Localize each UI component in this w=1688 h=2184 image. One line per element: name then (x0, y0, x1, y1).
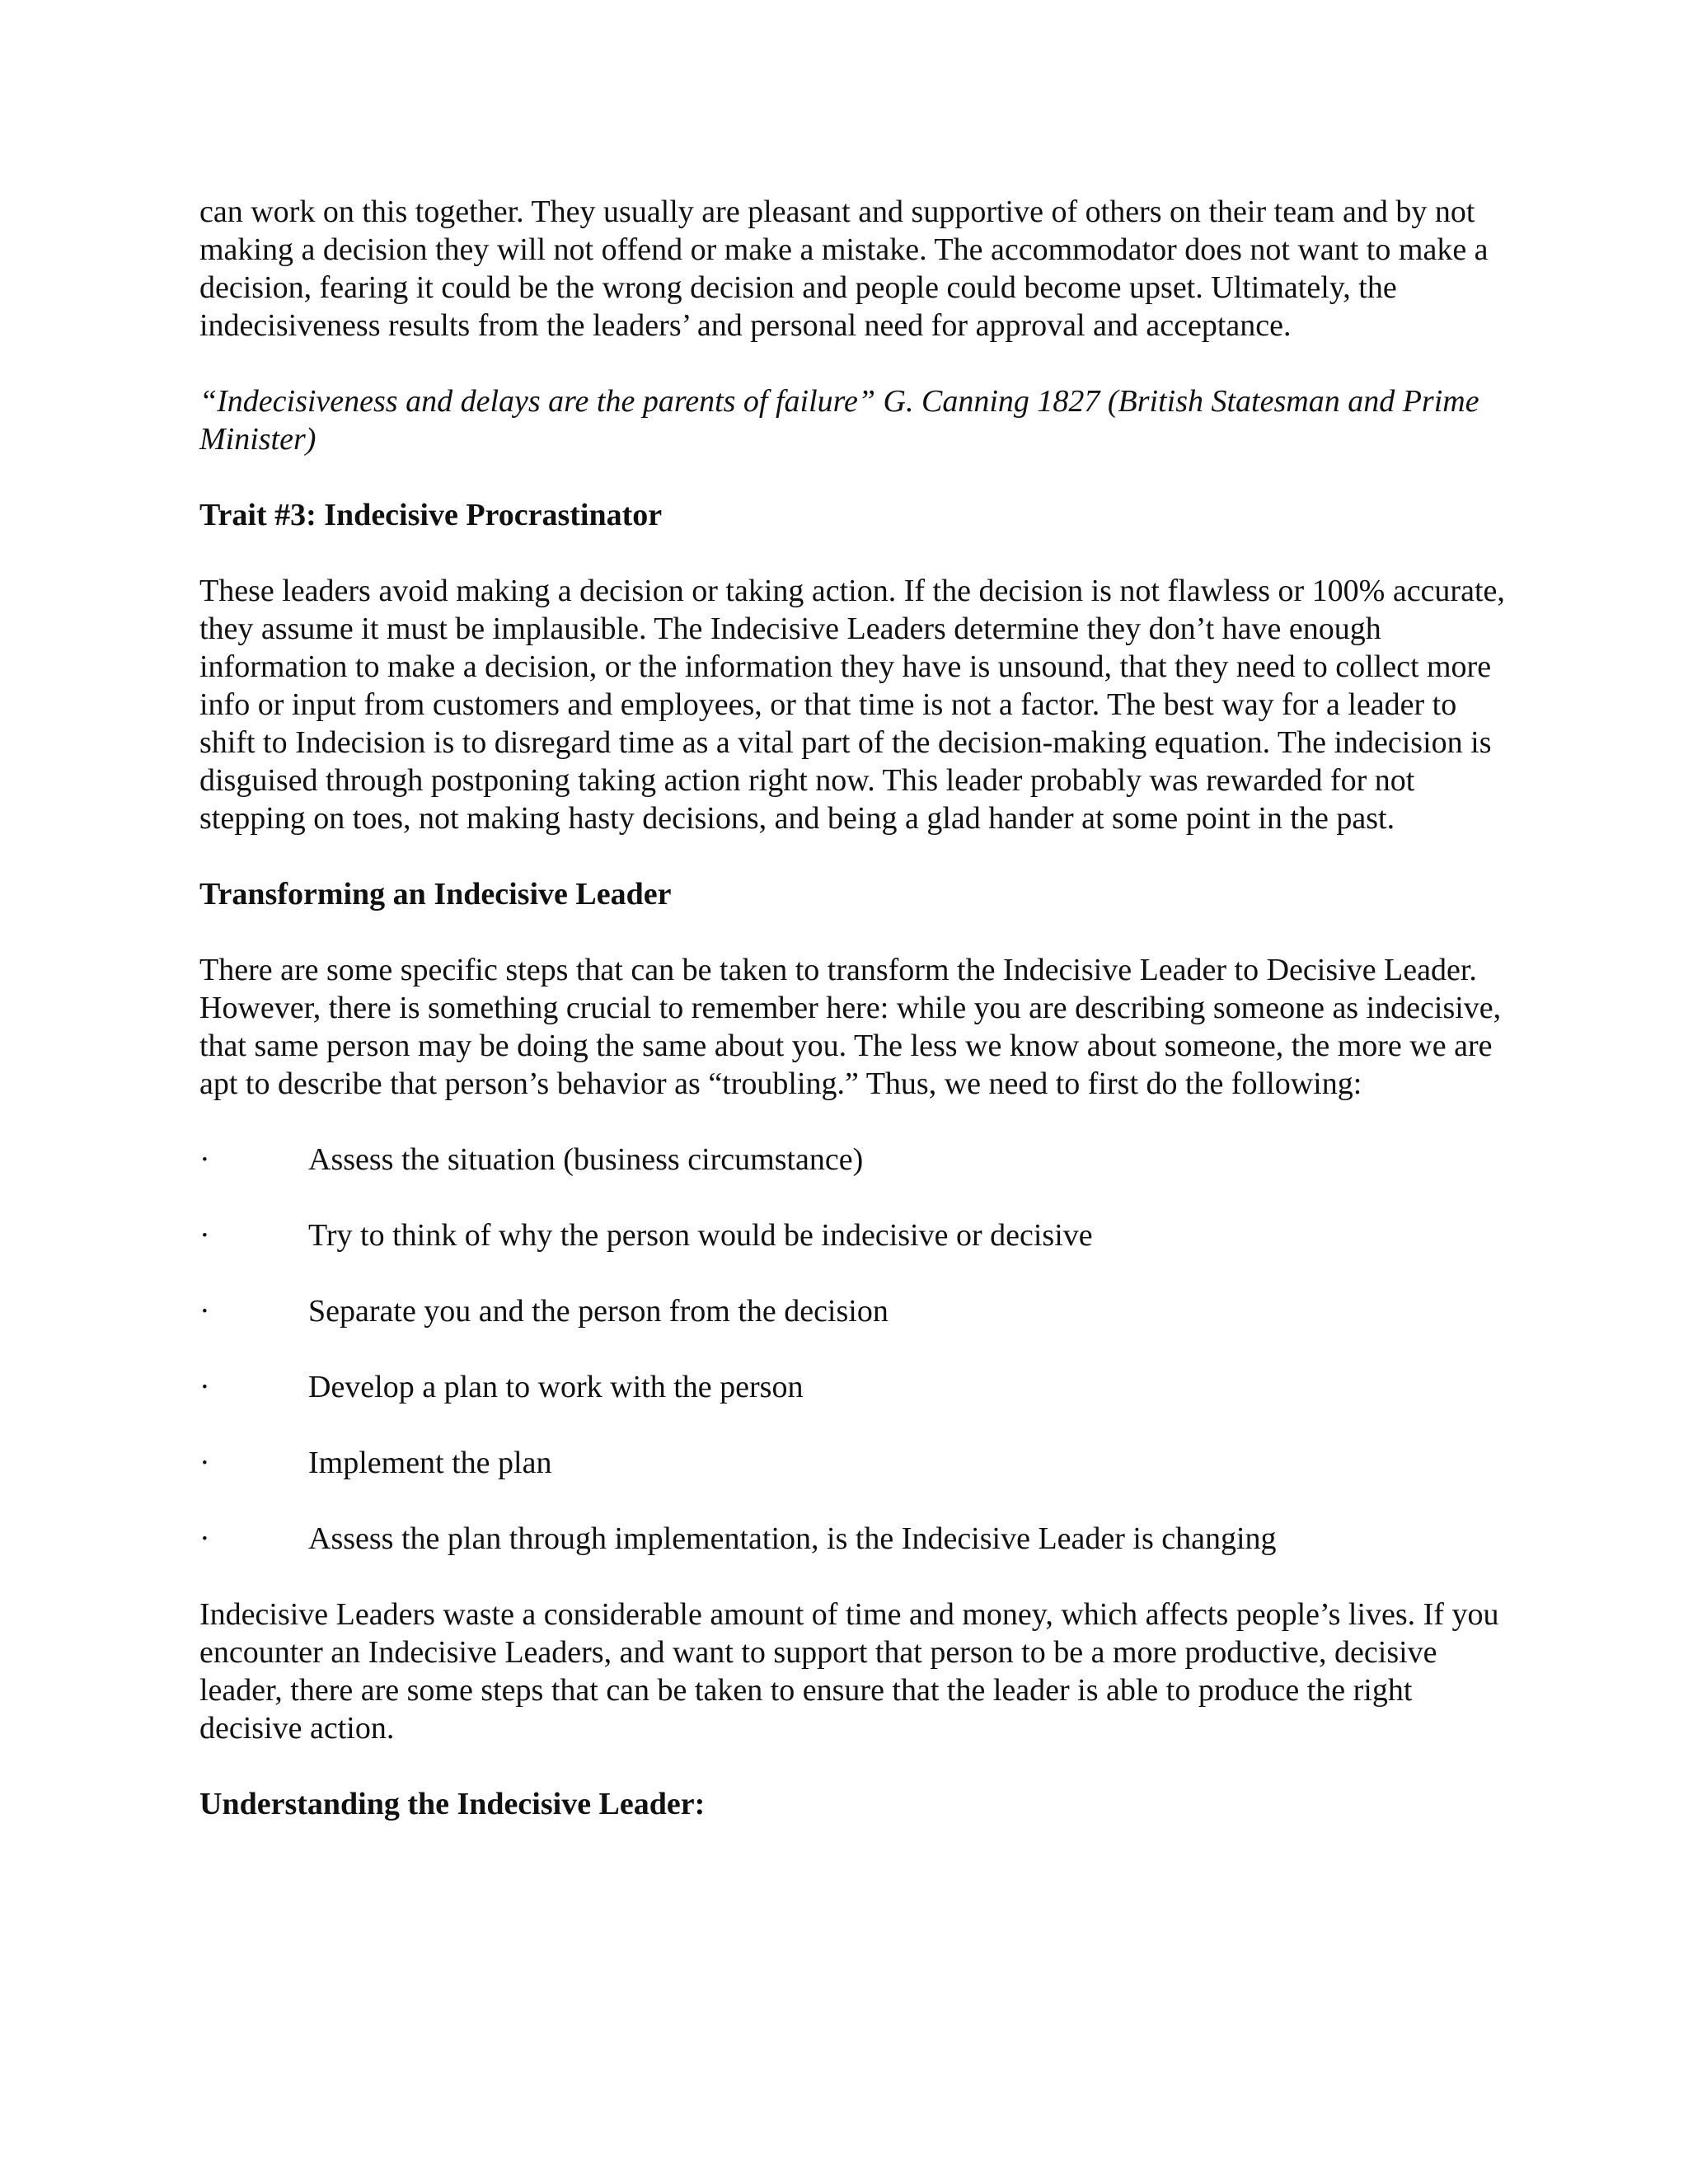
bullet-icon: · (199, 1521, 210, 1556)
bullet-icon: · (199, 1294, 210, 1329)
list-item (199, 1368, 1510, 1406)
list-item-text: Assess the situation (business circumstance) (308, 1142, 864, 1177)
list-item-text: Separate you and the person from the decision (308, 1294, 889, 1329)
canning-quote: “Indecisiveness and delays are the parents of failure” G. Canning 1827 (British Statesman and Prime Minister) (199, 384, 1479, 457)
list-item-text: Try to think of why the person would be indecisive or decisive (308, 1218, 1093, 1253)
transforming-heading: Transforming an Indecisive Leader (199, 877, 672, 912)
list-item (199, 1444, 1510, 1482)
bullet-icon: · (199, 1218, 210, 1253)
bullet-icon: · (199, 1370, 210, 1404)
bullet-icon: · (199, 1142, 210, 1177)
list-item (199, 1141, 1510, 1179)
understanding-heading: Understanding the Indecisive Leader: (199, 1787, 706, 1821)
trait3-paragraph: These leaders avoid making a decision or taking action. If the decision is not flawless or 100% accurate, they assume it must be implausible. The Indecisive Leaders determine they don’t have enough information to make a decision, or the information they have is unsound, that they need to collect more info or input from customers and employees, or that time is not a factor. The best way for a leader to shift to Indecision is to disregard time as a vital part of the decision-making equation. The indecision is disguised through postponing taking action right now. This leader probably was rewarded for not stepping on toes, not making hasty decisions, and being a glad hander at some point in the past. (199, 574, 1505, 836)
bullet-icon: · (199, 1446, 210, 1480)
list-item-text: Develop a plan to work with the person (308, 1370, 804, 1404)
steps-list (199, 1141, 1510, 1558)
list-item-text: Assess the plan through implementation, is the Indecisive Leader is changing (308, 1521, 1277, 1556)
trait3-heading: Trait #3: Indecisive Procrastinator (199, 498, 663, 532)
list-item-text: Implement the plan (308, 1446, 552, 1480)
intro-paragraph: can work on this together. They usually are pleasant and supportive of others on their team and by not making a decision they will not offend or make a mistake. The accommodator does not want to make a decision, fearing it could be the wrong decision and people could become upset. Ultimately, the indecisiveness results from the leaders’ and personal need for approval and acceptance. (199, 194, 1489, 343)
list-item (199, 1520, 1510, 1558)
document-page (199, 193, 1510, 1861)
list-item (199, 1292, 1510, 1330)
closing-paragraph: Indecisive Leaders waste a considerable amount of time and money, which affects people’s lives. If you encounter an Indecisive Leaders, and want to support that person to be a more productive, decisive leader, there are some steps that can be taken to ensure that the leader is able to produce the right decisive action. (199, 1597, 1499, 1746)
transforming-paragraph: There are some specific steps that can be taken to transform the Indecisive Leader to Decisive Leader. However, there is something crucial to remember here: while you are describing someone as indecisive, that same person may be doing the same about you. The less we know about someone, the more we are apt to describe that person’s behavior as “troubling.” Thus, we need to first do the following: (199, 953, 1502, 1101)
list-item (199, 1216, 1510, 1254)
